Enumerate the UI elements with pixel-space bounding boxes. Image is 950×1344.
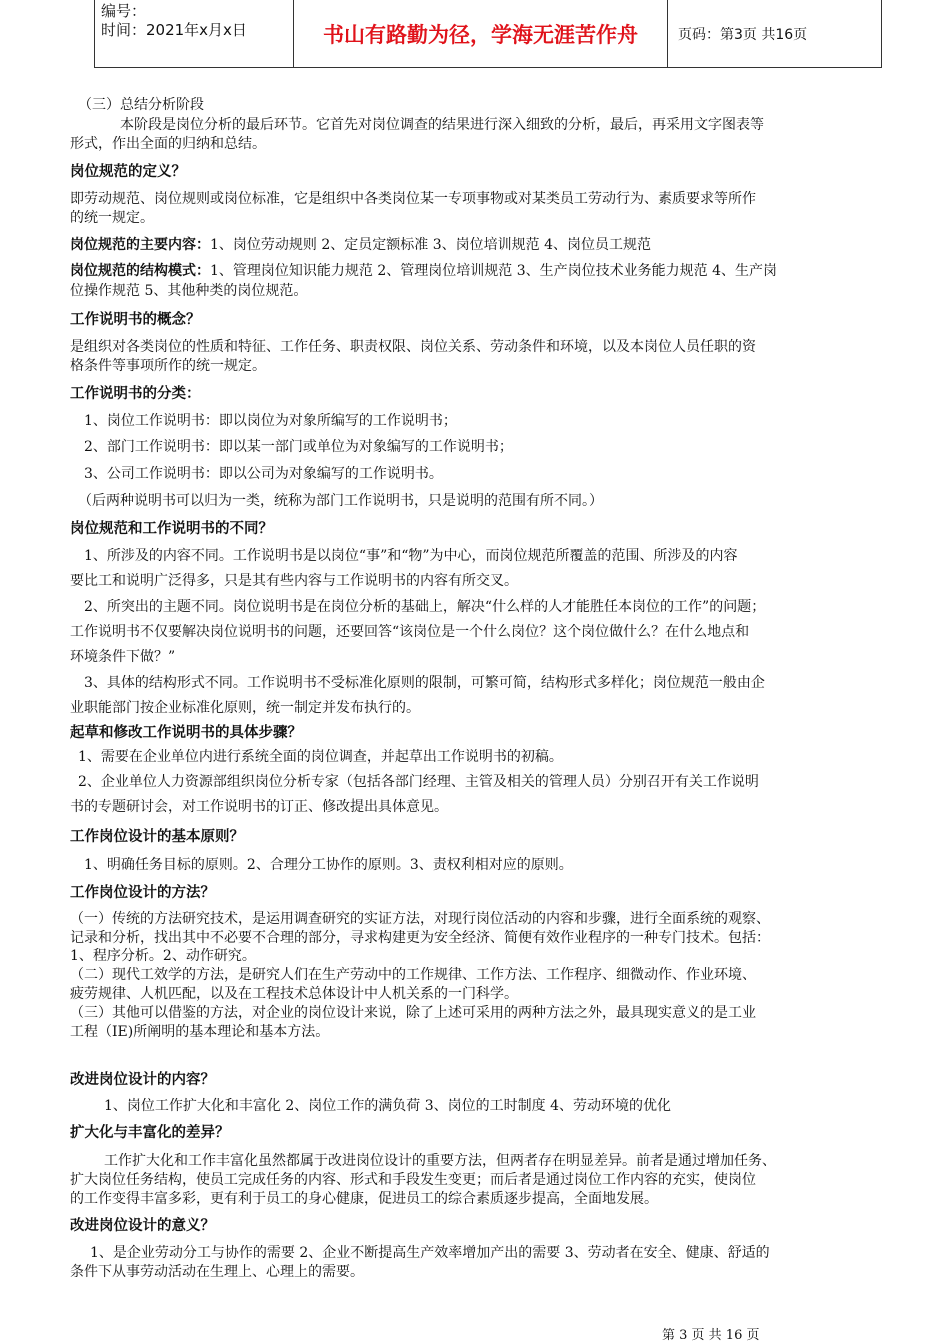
- text-line: 1、所涉及的内容不同。工作说明书是以岗位“事”和“物”为中心，而岗位规范所覆盖的范围、所涉及的内容: [84, 548, 738, 564]
- text-line: 工作说明书不仅要解决岗位说明书的问题，还要回答“该岗位是一个什么岗位？这个岗位做什么？在什么地点和: [70, 624, 750, 640]
- text-line: 书的专题研讨会，对工作说明书的订正、修改提出具体意见。: [70, 799, 448, 815]
- text-line: 1、岗位工作扩大化和丰富化 2、岗位工作的满负荷 3、岗位的工时制度 4、劳动环境的优化: [104, 1098, 671, 1114]
- text-line: （后两种说明书可以归为一类，统称为部门工作说明书，只是说明的范围有所不同。）: [78, 493, 603, 509]
- inline-heading: 岗位规范的主要内容：: [70, 237, 210, 253]
- section-heading: 改进岗位设计的内容？: [70, 1072, 215, 1088]
- text-line: 形式，作出全面的归纳和总结。: [70, 136, 266, 152]
- inline-text: 1、岗位劳动规则 2、定员定额标准 3、岗位培训规范 4、岗位员工规范: [210, 237, 651, 253]
- text-line: 记录和分析，找出其中不必要不合理的部分，寻求构建更为安全经济、简便有效作业程序的一种专门技术。包括：: [70, 930, 770, 946]
- section-heading: 工作说明书的概念？: [70, 312, 201, 328]
- section-heading: 工作岗位设计的基本原则？: [70, 829, 244, 845]
- text-line: 环境条件下做？”: [70, 649, 176, 665]
- text-line: 位操作规范 5、其他种类的岗位规范。: [70, 283, 308, 299]
- text-line: 是组织对各类岗位的性质和特征、工作任务、职责权限、岗位关系、劳动条件和环境，以及本岗位人员任职的资: [70, 339, 756, 355]
- text-line: 2、所突出的主题不同。岗位说明书是在岗位分析的基础上，解决“什么样的人才能胜任本岗位的工作”的问题；: [84, 599, 766, 615]
- text-line: 2、企业单位人力资源部组织岗位分析专家（包括各部门经理、主管及相关的管理人员）分别召开有关工作说明: [78, 774, 759, 790]
- text-line: 工程（IE)所阐明的基本理论和基本方法。: [70, 1024, 330, 1040]
- text-line: （三）总结分析阶段: [78, 97, 204, 113]
- text-line: （一）传统的方法研究技术，是运用调查研究的实证方法，对现行岗位活动的内容和步骤，进行全面系统的观察、: [70, 911, 770, 927]
- text-line: 的统一规定。: [70, 210, 154, 226]
- text-line: 工作扩大化和工作丰富化虽然都属于改进岗位设计的重要方法，但两者存在明显差异。前者是通过增加任务、: [104, 1153, 776, 1169]
- page-header: [94, 0, 882, 68]
- text-line: 业职能部门按企业标准化原则，统一制定并发布执行的。: [70, 700, 420, 716]
- text-line: 1、是企业劳动分工与协作的需要 2、企业不断提高生产效率增加产出的需要 3、劳动者在安全、健康、舒适的: [90, 1245, 770, 1261]
- text-line: [70, 236, 651, 255]
- time-label: 时间：2021年x月x日: [101, 21, 247, 39]
- id-label: 编号：: [101, 2, 147, 20]
- section-heading: 岗位规范的定义？: [70, 164, 186, 180]
- section-heading: 工作岗位设计的方法？: [70, 885, 215, 901]
- header-motto: 书山有路勤为径，学海无涯苦作舟: [294, 0, 668, 67]
- text-line: 本阶段是岗位分析的最后环节。它首先对岗位调查的结果进行深入细致的分析，最后，再采用文字图表等: [120, 117, 764, 133]
- section-heading: 岗位规范和工作说明书的不同？: [70, 521, 273, 537]
- text-line: 2、部门工作说明书：即以某一部门或单位为对象编写的工作说明书；: [84, 439, 513, 455]
- header-meta: [95, 0, 294, 67]
- inline-text: 1、管理岗位知识能力规范 2、管理岗位培训规范 3、生产岗位技术业务能力规范 4、生产岗: [210, 263, 777, 279]
- text-line: 1、明确任务目标的原则。2、合理分工协作的原则。3、责权利相对应的原则。: [84, 857, 573, 873]
- text-line: 要比工和说明广泛得多，只是其有些内容与工作说明书的内容有所交叉。: [70, 573, 518, 589]
- text-line: 疲劳规律、人机匹配，以及在工程技术总体设计中人机关系的一门科学。: [70, 986, 518, 1002]
- text-line: 格条件等事项所作的统一规定。: [70, 358, 266, 374]
- section-heading: 扩大化与丰富化的差异？: [70, 1125, 230, 1141]
- text-line: 1、需要在企业单位内进行系统全面的岗位调查，并起草出工作说明书的初稿。: [78, 749, 563, 765]
- header-page-number: 页码：第3页 共16页: [678, 26, 808, 43]
- text-line: （二）现代工效学的方法，是研究人们在生产劳动中的工作规律、工作方法、工作程序、细微动作、作业环境、: [70, 967, 756, 983]
- section-heading: 起草和修改工作说明书的具体步骤？: [70, 725, 302, 741]
- text-line: 扩大岗位任务结构，使员工完成任务的内容、形式和手段发生变更；而后者是通过岗位工作内容的充实，使岗位: [70, 1172, 756, 1188]
- text-line: [70, 262, 777, 281]
- text-line: 的工作变得丰富多彩，更有利于员工的身心健康，促进员工的综合素质逐步提高，全面地发展。: [70, 1191, 658, 1207]
- text-line: 条件下从事劳动活动在生理上、心理上的需要。: [70, 1264, 364, 1280]
- section-heading: 改进岗位设计的意义？: [70, 1218, 215, 1234]
- page-footer: 第 3 页 共 16 页: [662, 1328, 760, 1343]
- text-line: 即劳动规范、岗位规则或岗位标准，它是组织中各类岗位某一专项事物或对某类员工劳动行为、素质要求等所作: [70, 191, 756, 207]
- section-heading: 工作说明书的分类：: [70, 386, 201, 402]
- text-line: 1、程序分析。2、动作研究。: [70, 948, 256, 964]
- inline-heading: 岗位规范的结构模式：: [70, 263, 210, 279]
- text-line: 3、具体的结构形式不同。工作说明书不受标准化原则的限制，可繁可简，结构形式多样化；岗位规范一般由企: [84, 675, 765, 691]
- text-line: 1、岗位工作说明书：即以岗位为对象所编写的工作说明书；: [84, 413, 457, 429]
- text-line: （三）其他可以借鉴的方法，对企业的岗位设计来说，除了上述可采用的两种方法之外，最具现实意义的是工业: [70, 1005, 756, 1021]
- text-line: 3、公司工作说明书：即以公司为对象编写的工作说明书。: [84, 466, 443, 482]
